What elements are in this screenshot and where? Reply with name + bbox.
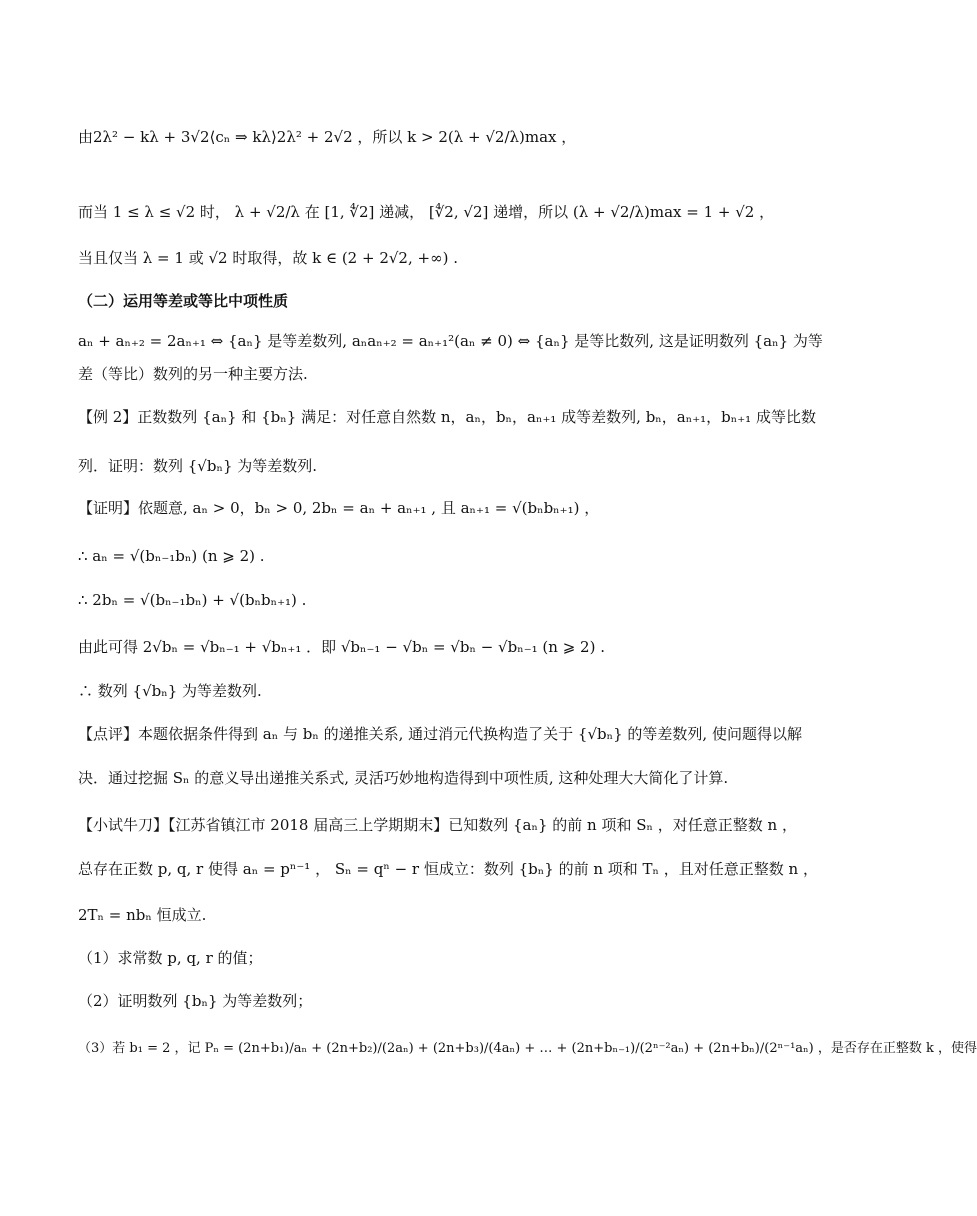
- text-line-1: 由2λ² − kλ + 3√2⟨cₙ ⇒ kλ⟩2λ² + 2√2 ，所以 k > 2(λ + √2/λ)max ，: [78, 128, 577, 146]
- proof-line-5: ∴ 数列 {√bₙ} 为等差数列.: [78, 682, 262, 700]
- exercise-line-3: 2Tₙ = nbₙ 恒成立.: [78, 906, 207, 924]
- question-2: （2）证明数列 {bₙ} 为等差数列；: [78, 992, 313, 1010]
- proof-line-4: 由此可得 2√bₙ = √bₙ₋₁ + √bₙ₊₁ ．即 √bₙ₋₁ − √bₙ = √bₙ − √bₙ₋₁ (n ⩾ 2) .: [78, 638, 605, 656]
- text-line-2: 而当 1 ≤ λ ≤ √2 时， λ + √2/λ 在 [1, ∜2] 递减， [∜2, √2] 递增，所以 (λ + √2/λ)max = 1 + √2 ，: [78, 203, 775, 221]
- text-line-3: 当且仅当 λ = 1 或 √2 时取得，故 k ∈ (2 + 2√2, +∞) .: [78, 249, 458, 267]
- exercise-line-2: 总存在正数 p, q, r 使得 aₙ = pⁿ⁻¹ ， Sₙ = qⁿ − r 恒成立：数列 {bₙ} 的前 n 项和 Tₙ ，且对任意正整数 n ，: [78, 860, 818, 878]
- example-2-line-1: 【例 2】正数数列 {aₙ} 和 {bₙ} 满足：对任意自然数 n，aₙ，bₙ，aₙ₊₁ 成等差数列, bₙ，aₙ₊₁，bₙ₊₁ 成等比数: [78, 408, 816, 426]
- question-3: （3）若 b₁ = 2 ，记 Pₙ = (2n+b₁)/aₙ + (2n+b₂)/(2aₙ) + (2n+b₃)/(4aₙ) + … + (2n+bₙ₋₁)/(2ⁿ⁻²aₙ) + (2n+bₙ)/(2ⁿ⁻¹aₙ) ，是否存在正整数 k ，使得: [78, 1041, 977, 1056]
- exercise-line-1: 【小试牛刀】【江苏省镇江市 2018 届高三上学期期末】已知数列 {aₙ} 的前 n 项和 Sₙ ，对任意正整数 n ，: [78, 816, 797, 834]
- comment-line-1: 【点评】本题依据条件得到 aₙ 与 bₙ 的递推关系, 通过消元代换构造了关于 {√bₙ} 的等差数列, 使问题得以解: [78, 725, 802, 743]
- proof-line-3: ∴ 2bₙ = √(bₙ₋₁bₙ) + √(bₙbₙ₊₁) .: [78, 591, 307, 609]
- example-2-line-2: 列．证明：数列 {√bₙ} 为等差数列.: [78, 457, 318, 475]
- comment-line-2: 决．通过挖掘 Sₙ 的意义导出递推关系式, 灵活巧妙地构造得到中项性质, 这种处理大大简化了计算.: [78, 769, 729, 787]
- text-line-5: aₙ + aₙ₊₂ = 2aₙ₊₁ ⇔ {aₙ} 是等差数列, aₙaₙ₊₂ = aₙ₊₁²(aₙ ≠ 0) ⇔ {aₙ} 是等比数列, 这是证明数列 {aₙ} 为等: [78, 332, 823, 350]
- text-line-6: 差（等比）数列的另一种主要方法.: [78, 365, 308, 383]
- question-1: （1）求常数 p, q, r 的值；: [78, 949, 263, 967]
- proof-line-2: ∴ aₙ = √(bₙ₋₁bₙ) (n ⩾ 2) .: [78, 547, 265, 565]
- section-heading: （二）运用等差或等比中项性质: [78, 292, 289, 310]
- proof-line-1: 【证明】依题意, aₙ > 0，bₙ > 0, 2bₙ = aₙ + aₙ₊₁ , 且 aₙ₊₁ = √(bₙbₙ₊₁) ，: [78, 499, 600, 517]
